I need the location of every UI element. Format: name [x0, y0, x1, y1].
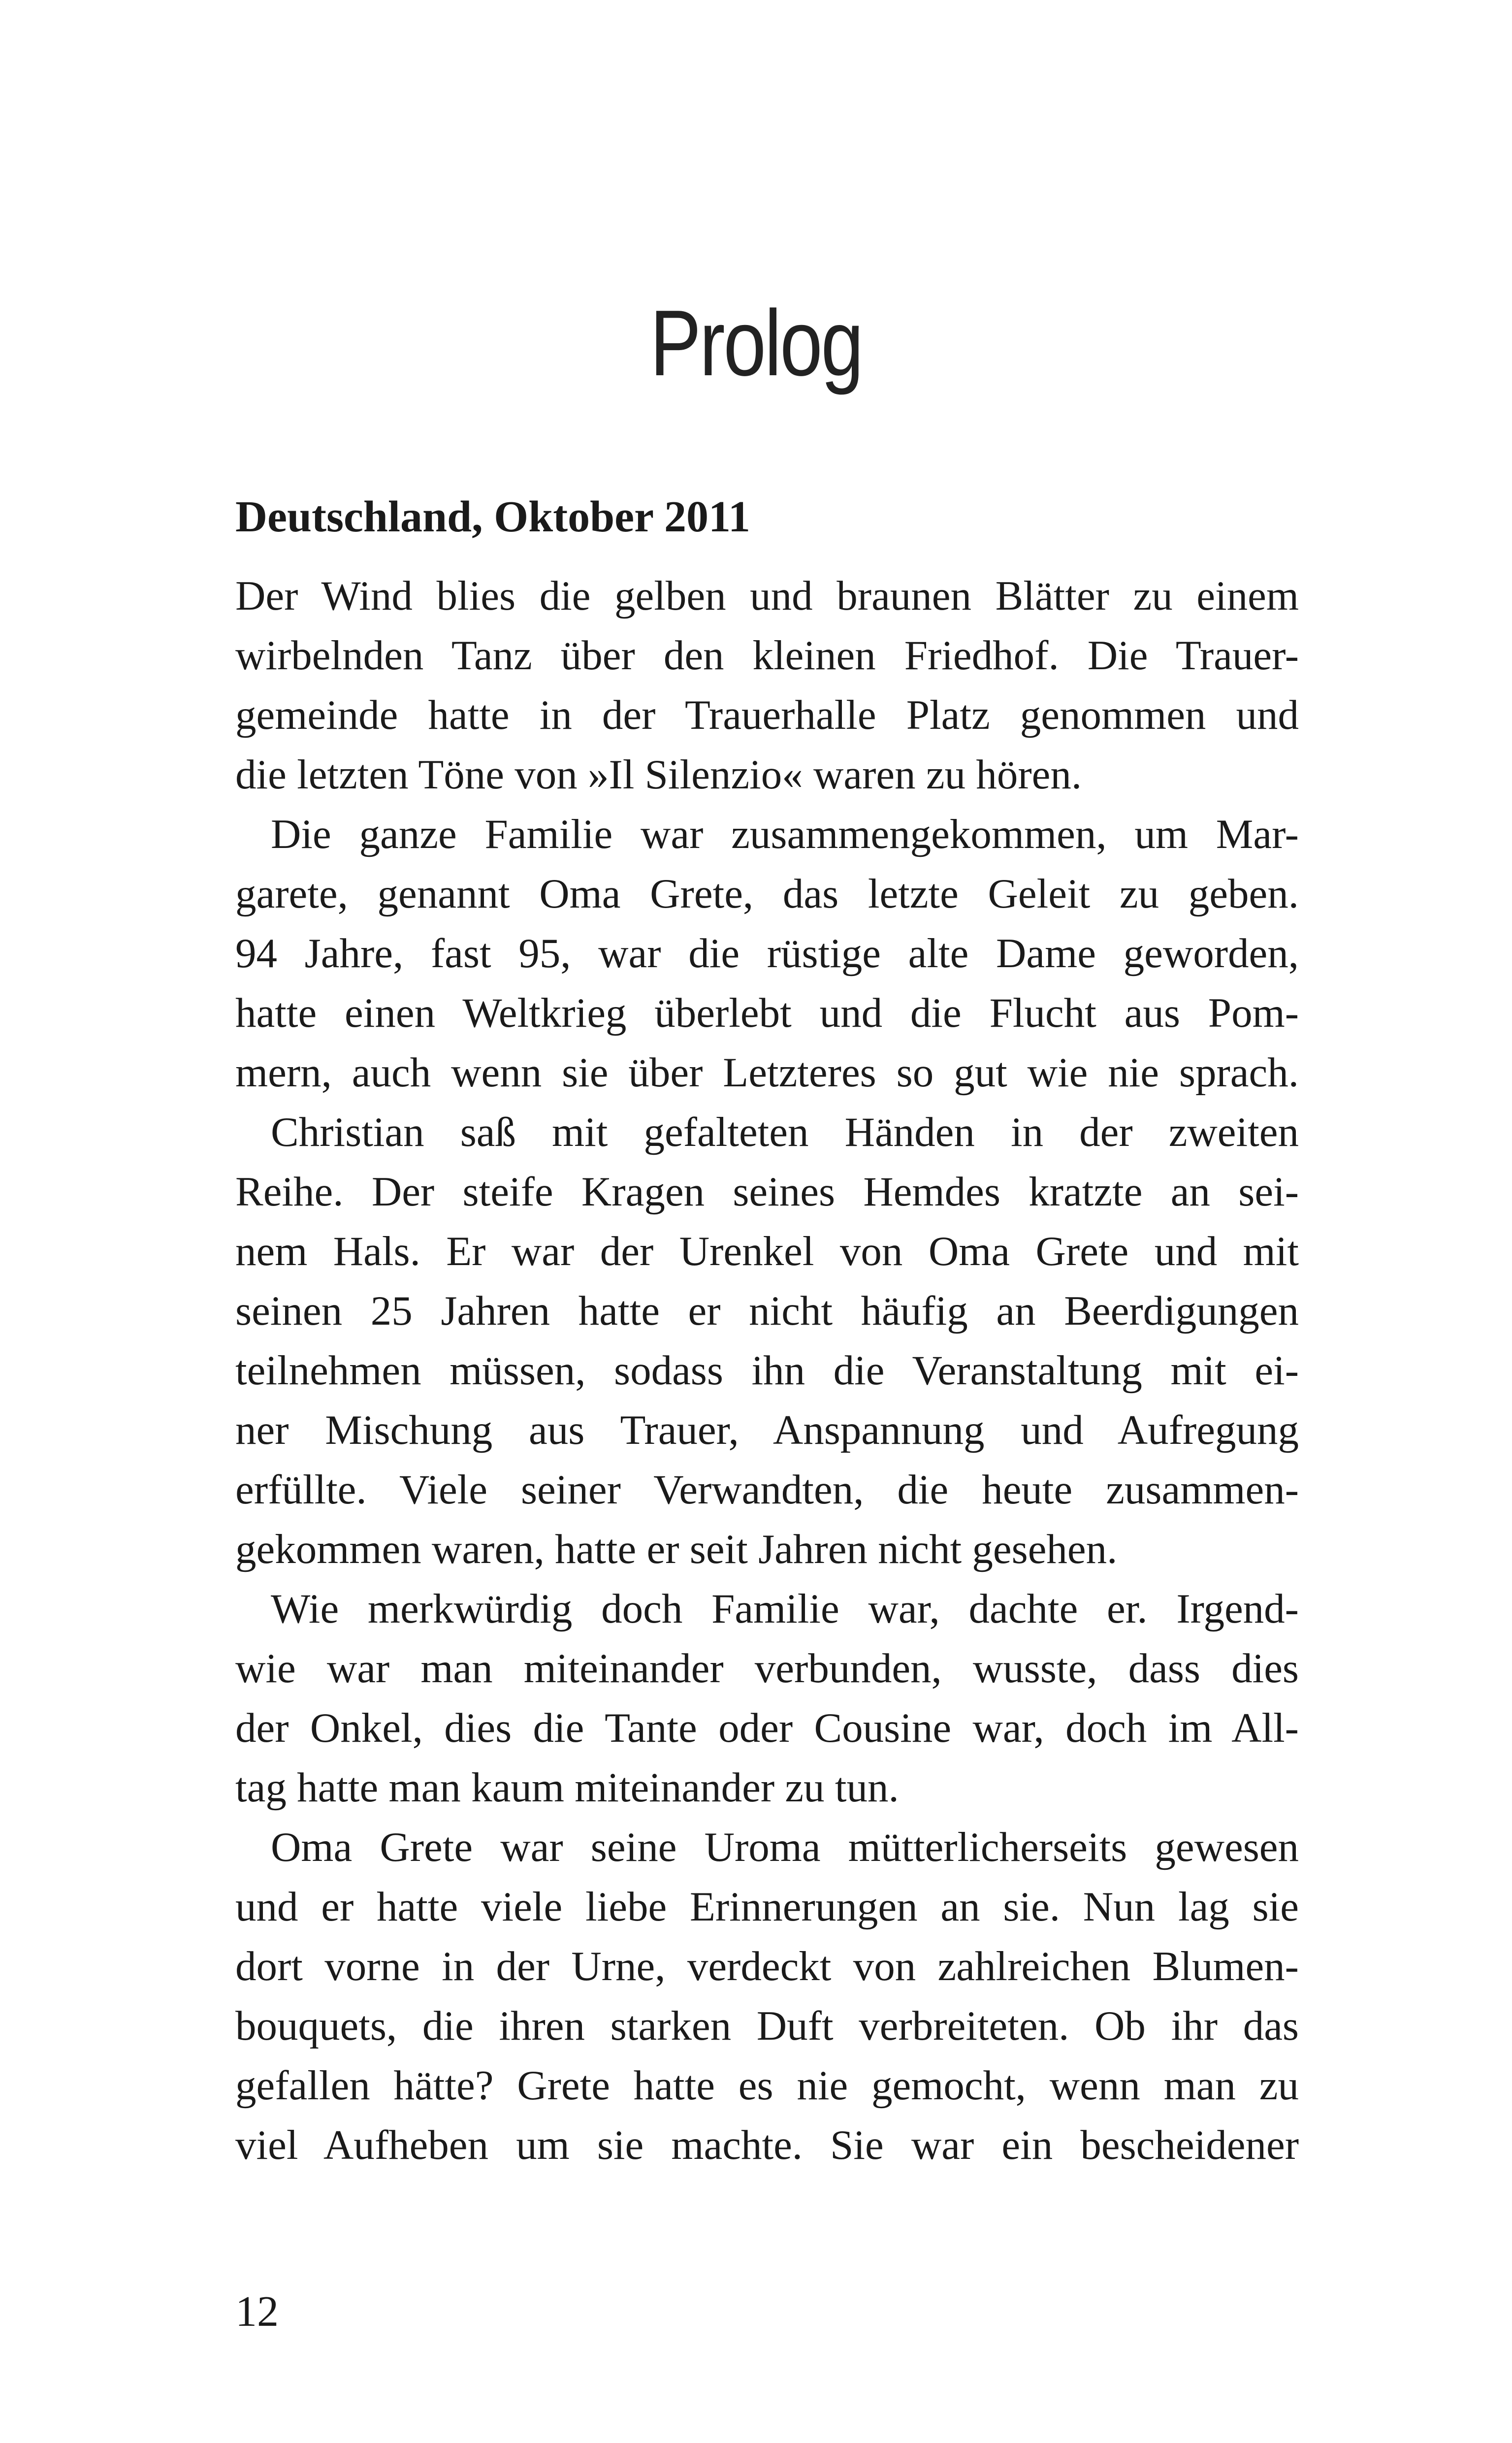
text-line: dort vorne in der Urne, verdeckt von zahlreichen Blumen-	[235, 1943, 1299, 1989]
text-line: Oma Grete war seine Uroma mütterlicherseits gewesen	[271, 1824, 1299, 1870]
text-line: Wie merkwürdig doch Familie war, dachte er. Irgend-	[271, 1586, 1299, 1632]
text-line: die letzten Töne von »Il Silenzio« waren zu hören.	[235, 751, 1082, 798]
text-line: gemeinde hatte in der Trauerhalle Platz genommen und	[235, 692, 1299, 738]
text-line: und er hatte viele liebe Erinnerungen an sie. Nun lag sie	[235, 1884, 1299, 1930]
text-line: gekommen waren, hatte er seit Jahren nicht gesehen.	[235, 1526, 1118, 1572]
paragraph-5	[235, 1818, 1299, 2175]
chapter-title: Prolog	[650, 291, 862, 396]
text-line: bouquets, die ihren starken Duft verbreiteten. Ob ihr das	[235, 2003, 1299, 2049]
section-heading: Deutschland, Oktober 2011	[235, 492, 750, 541]
text-line: der Onkel, dies die Tante oder Cousine war, doch im All-	[235, 1705, 1299, 1751]
text-line: Christian saß mit gefalteten Händen in der zweiten	[271, 1109, 1299, 1155]
page-number: 12	[235, 2288, 279, 2336]
text-line: tag hatte man kaum miteinander zu tun.	[235, 1764, 899, 1811]
paragraph-4	[235, 1579, 1299, 1818]
text-line: Der Wind blies die gelben und braunen Blätter zu einem	[235, 573, 1299, 619]
text-line: Reihe. Der steife Kragen seines Hemdes kratzte an sei-	[235, 1169, 1299, 1215]
text-line: erfüllte. Viele seiner Verwandten, die heute zusammen-	[235, 1466, 1299, 1513]
paragraph-3	[235, 1103, 1299, 1579]
body-text	[235, 566, 1299, 2175]
text-line: wirbelnden Tanz über den kleinen Friedhof. Die Trauer-	[235, 632, 1299, 679]
text-line: teilnehmen müssen, sodass ihn die Veranstaltung mit ei-	[235, 1347, 1299, 1394]
text-line: mern, auch wenn sie über Letzteres so gut wie nie sprach.	[235, 1049, 1299, 1096]
text-line: nem Hals. Er war der Urenkel von Oma Grete und mit	[235, 1228, 1299, 1274]
text-line: garete, genannt Oma Grete, das letzte Geleit zu geben.	[235, 871, 1299, 917]
text-line: Die ganze Familie war zusammengekommen, um Mar-	[271, 811, 1299, 857]
text-line: viel Aufheben um sie machte. Sie war ein bescheidener	[235, 2122, 1299, 2168]
paragraph-1	[235, 566, 1299, 805]
text-line: 94 Jahre, fast 95, war die rüstige alte Dame geworden,	[235, 930, 1299, 977]
text-line: hatte einen Weltkrieg überlebt und die Flucht aus Pom-	[235, 990, 1299, 1036]
text-line: seinen 25 Jahren hatte er nicht häufig an Beerdigungen	[235, 1288, 1299, 1334]
text-line: wie war man miteinander verbunden, wusste, dass dies	[235, 1645, 1299, 1692]
text-line: ner Mischung aus Trauer, Anspannung und Aufregung	[235, 1407, 1299, 1453]
text-line: gefallen hätte? Grete hatte es nie gemocht, wenn man zu	[235, 2062, 1299, 2109]
paragraph-2	[235, 805, 1299, 1103]
